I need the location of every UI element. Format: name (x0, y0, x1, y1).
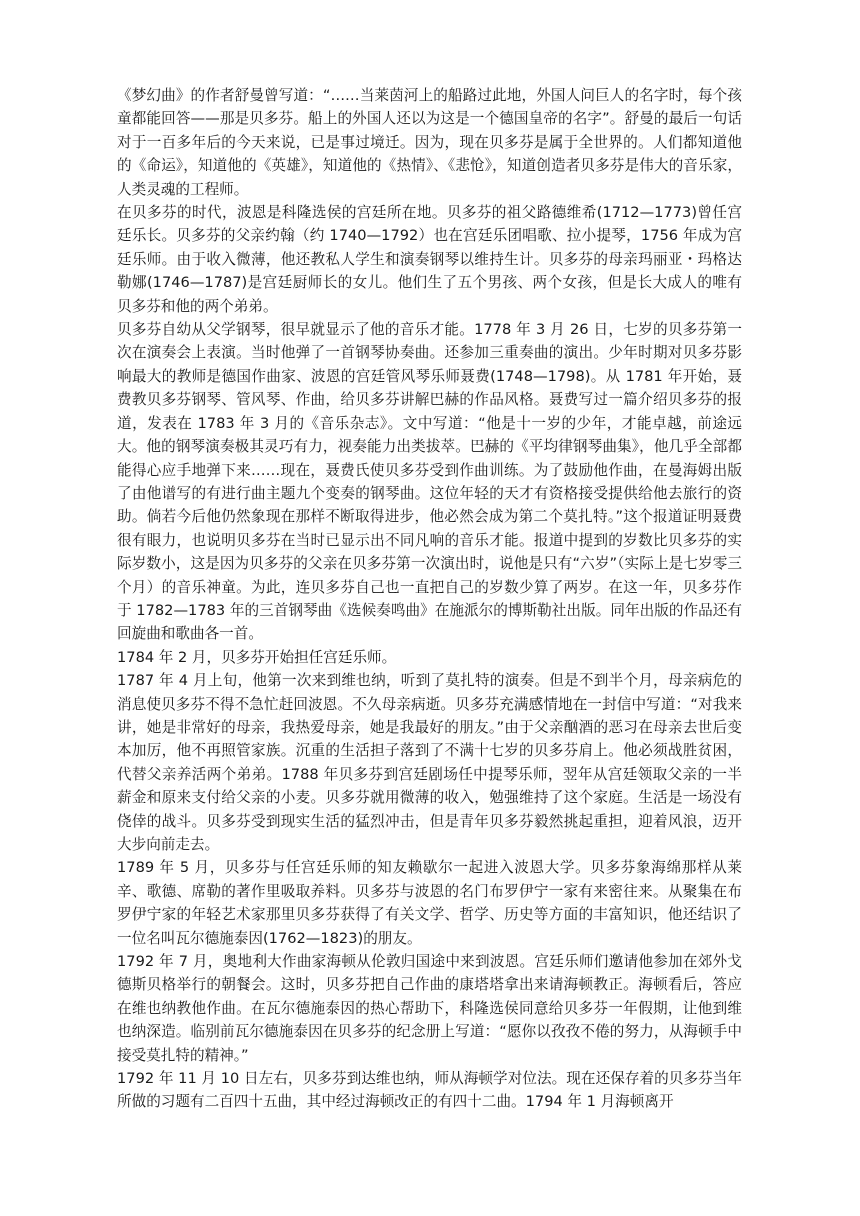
paragraph-court-musician-1784: 1784 年 2 月，贝多芬开始担任宫廷乐师。 (117, 648, 397, 666)
paragraph-childhood-neefe: 贝多芬自幼从父学钢琴，很早就显示了他的音乐才能。1778 年 3 月 26 日，七岁的贝多芬第一次在演奏会上表演。当时他弹了一首钢琴协奏曲。还参加三重奏曲的演出。少年时期对贝多芬影响最大的教师是德国作曲家、波恩的宫廷管风琴乐师聂费(1748—1798)。从 1781 年开始，聂费教贝多芬钢琴、管风琴、作曲，给贝多芬讲解巴赫的作品风格。聂费写过一篇介绍贝多芬的报道，发表在 1783 年 3 月的《音乐杂志》。文中写道：“他是十一岁的少年，才能卓越，前途远大。他的钢琴演奏极其灵巧有力，视奏能力出类拔萃。巴赫的《平均律钢琴曲集》，他几乎全部都能得心应手地弹下来……现在，聂费氏使贝多芬受到作曲训练。为了鼓励他作曲，在曼海姆出版了由他谱写的有进行曲主题九个变奏的钢琴曲。这位年轻的天才有资格接受提供给他去旅行的资助。倘若今后他仍然象现在那样不断取得进步，他必然会成为第二个莫扎特。”这个报道证明聂费很有眼力，也说明贝多芬在当时已显示出不同凡响的音乐才能。报道中提到的岁数比贝多芬的实际岁数小，这是因为贝多芬的父亲在贝多芬第一次演出时，说他是只有“六岁”（实际上是七岁零三个月）的音乐神童。为此，连贝多芬自己也一直把自己的岁数少算了两岁。在这一年，贝多芬作于 1782—1783 年的三首钢琴曲《选候奏鸣曲》在施派尔的博斯勒社出版。同年出版的作品还有回旋曲和歌曲各一首。 (117, 321, 742, 643)
paragraph-family-background: 在贝多芬的时代，波恩是科隆选侯的宫廷所在地。贝多芬的祖父路德维希(1712—1773)曾任宫廷乐长。贝多芬的父亲约翰（约 1740—1792）也在宫廷乐团唱歌、拉小提琴，1756 年成为宫廷乐师。由于收入微薄，他还教私人学生和演奏钢琴以维持生计。贝多芬的母亲玛丽亚・玛格达勒娜(1746—1787)是宫廷厨师长的女儿。他们生了五个男孩、两个女孩，但是长大成人的唯有贝多芬和他的两个弟弟。 (117, 204, 742, 315)
paragraph-university-1789: 1789 年 5 月，贝多芬与任宫廷乐师的知友赖歇尔一起进入波恩大学。贝多芬象海绵那样从莱辛、歌德、席勒的著作里吸取养料。贝多芬与波恩的名门布罗伊宁一家有来密往来。从聚集在布罗伊宁家的年轻艺术家那里贝多芬获得了有关文学、哲学、历史等方面的丰富知识，他还结识了一位名叫瓦尔德施泰因(1762—1823)的朋友。 (117, 859, 742, 947)
document-body (117, 84, 742, 1114)
paragraph-vienna-arrival-1792: 1792 年 11 月 10 日左右，贝多芬到达维也纳，师从海顿学对位法。现在还保存着的贝多芬当年所做的习题有二百四十五曲，其中经过海顿改正的有四十二曲。1794 年 1 月海顿离开 (117, 1070, 742, 1111)
paragraph-vienna-1787: 1787 年 4 月上旬，他第一次来到维也纳，听到了莫扎特的演奏。但是不到半个月，母亲病危的消息使贝多芬不得不急忙赶回波恩。不久母亲病逝。贝多芬充满感情地在一封信中写道：“对我来讲，她是非常好的母亲，我热爱母亲，她是我最好的朋友。”由于父亲酗酒的恶习在母亲去世后变本加厉，他不再照管家族。沉重的生活担子落到了不满十七岁的贝多芬肩上。他必须战胜贫困，代替父亲养活两个弟弟。1788 年贝多芬到宫廷剧场任中提琴乐师，翌年从宫廷领取父亲的一半薪金和原来支付给父亲的小麦。贝多芬就用微薄的收入，勉强维持了这个家庭。生活是一场没有侥倖的战斗。贝多芬受到现实生活的猛烈冲击，但是青年贝多芬毅然挑起重担，迎着风浪，迈开大步向前走去。 (117, 672, 742, 853)
paragraph-haydn-1792: 1792 年 7 月，奥地利大作曲家海顿从伦敦归国途中来到波恩。宫廷乐师们邀请他参加在郊外戈德斯贝格举行的朝餐会。这时，贝多芬把自己作曲的康塔塔拿出来请海顿教正。海顿看后，答应在维也纳教他作曲。在瓦尔德施泰因的热心帮助下，科隆选侯同意给贝多芬一年假期，让他到维也纳深造。临别前瓦尔德施泰因在贝多芬的纪念册上写道：“愿你以孜孜不倦的努力，从海顿手中接受莫扎特的精神。” (117, 953, 742, 1064)
paragraph-intro-schumann: 《梦幻曲》的作者舒曼曾写道：“……当莱茵河上的船路过此地，外国人问巨人的名字时，每个孩童都能回答——那是贝多芬。船上的外国人还以为这是一个德国皇帝的名字”。舒曼的最后一句话对于一百多年后的今天来说，已是事过境迁。因为，现在贝多芬是属于全世界的。人们都知道他的《命运》，知道他的《英雄》，知道他的《热情》、《悲怆》，知道创造者贝多芬是伟大的音乐家，人类灵魂的工程师。 (117, 87, 742, 198)
